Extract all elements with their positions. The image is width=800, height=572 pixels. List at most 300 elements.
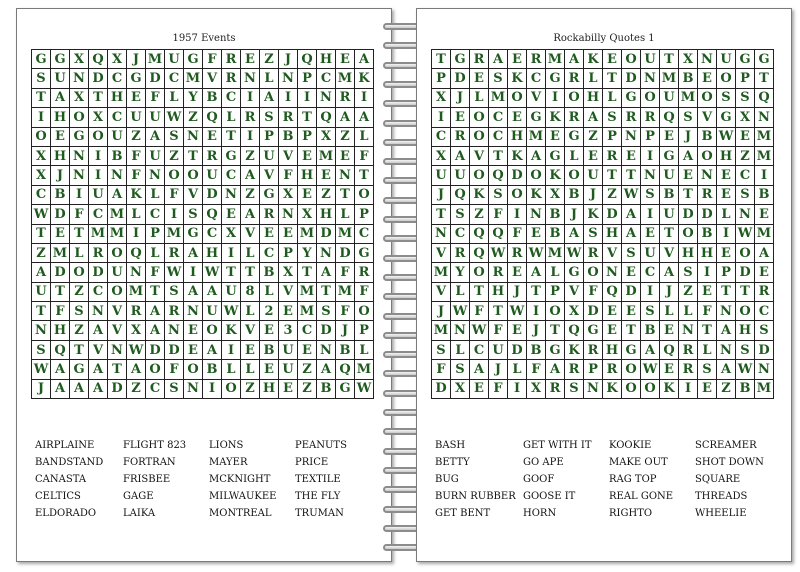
grid-cell: V xyxy=(279,283,298,302)
grid-cell: E xyxy=(127,89,146,108)
word-list-item: BETTY xyxy=(435,457,470,468)
grid-cell: M xyxy=(546,50,565,69)
grid-cell: E xyxy=(184,341,203,360)
grid-cell: E xyxy=(755,205,774,224)
grid-cell: F xyxy=(355,147,374,166)
grid-cell: E xyxy=(717,166,736,185)
grid-cell: C xyxy=(432,128,451,147)
grid-cell: T xyxy=(717,283,736,302)
grid-cell: S xyxy=(603,108,622,127)
grid-cell: M xyxy=(432,321,451,340)
grid-cell: U xyxy=(260,147,279,166)
grid-cell: B xyxy=(660,186,679,205)
word-list-item: TRUMAN xyxy=(295,508,344,519)
grid-cell: E xyxy=(260,360,279,379)
grid-cell: X xyxy=(279,186,298,205)
grid-cell: Z xyxy=(717,380,736,399)
grid-cell: H xyxy=(108,89,127,108)
grid-cell: R xyxy=(584,341,603,360)
grid-cell: B xyxy=(260,341,279,360)
word-list-item: MAKE OUT xyxy=(609,457,668,468)
grid-cell: A xyxy=(755,244,774,263)
grid-cell: I xyxy=(222,244,241,263)
grid-cell: A xyxy=(51,380,70,399)
grid-cell: Q xyxy=(470,225,489,244)
grid-cell: Z xyxy=(584,128,603,147)
grid-cell: G xyxy=(451,50,470,69)
grid-cell: L xyxy=(222,360,241,379)
grid-cell: U xyxy=(641,244,660,263)
grid-cell: B xyxy=(51,186,70,205)
grid-cell: O xyxy=(470,128,489,147)
grid-cell: F xyxy=(336,263,355,282)
grid-cell: E xyxy=(508,108,527,127)
grid-cell: H xyxy=(698,244,717,263)
grid-cell: N xyxy=(736,205,755,224)
grid-cell: V xyxy=(470,147,489,166)
grid-cell: S xyxy=(165,128,184,147)
grid-cell: G xyxy=(184,50,203,69)
grid-cell: N xyxy=(603,263,622,282)
grid-cell: S xyxy=(679,263,698,282)
grid-cell: M xyxy=(51,244,70,263)
grid-cell: C xyxy=(89,205,108,224)
grid-cell: V xyxy=(660,244,679,263)
grid-cell: I xyxy=(184,263,203,282)
word-list-item: THE FLY xyxy=(295,491,341,502)
grid-cell: R xyxy=(679,360,698,379)
grid-cell: C xyxy=(641,263,660,282)
grid-cell: T xyxy=(70,225,89,244)
grid-cell: R xyxy=(527,50,546,69)
grid-cell: N xyxy=(698,50,717,69)
grid-cell: O xyxy=(679,225,698,244)
grid-cell: M xyxy=(127,283,146,302)
grid-cell: P xyxy=(717,263,736,282)
grid-cell: X xyxy=(298,205,317,224)
grid-cell: U xyxy=(660,89,679,108)
grid-cell: Q xyxy=(298,50,317,69)
grid-cell: E xyxy=(51,128,70,147)
grid-cell: N xyxy=(127,263,146,282)
grid-cell: J xyxy=(584,186,603,205)
grid-cell: T xyxy=(241,263,260,282)
word-list-item: MILWAUKEE xyxy=(209,491,277,502)
grid-cell: W xyxy=(32,360,51,379)
grid-cell: C xyxy=(489,108,508,127)
grid-cell: W xyxy=(736,225,755,244)
grid-cell: K xyxy=(527,186,546,205)
word-list-item: SHOT DOWN xyxy=(695,457,764,468)
grid-cell: X xyxy=(127,321,146,340)
grid-cell: D xyxy=(679,205,698,224)
grid-cell: J xyxy=(432,186,451,205)
grid-cell: W xyxy=(222,302,241,321)
grid-cell: K xyxy=(508,69,527,88)
grid-cell: Z xyxy=(165,147,184,166)
grid-cell: P xyxy=(355,205,374,224)
grid-cell: A xyxy=(679,147,698,166)
grid-cell: D xyxy=(603,205,622,224)
grid-cell: O xyxy=(470,108,489,127)
grid-cell: O xyxy=(508,89,527,108)
word-list-item: CELTICS xyxy=(35,491,81,502)
grid-cell: Z xyxy=(70,283,89,302)
grid-cell: N xyxy=(317,89,336,108)
grid-cell: C xyxy=(260,244,279,263)
grid-cell: E xyxy=(298,186,317,205)
grid-cell: M xyxy=(184,69,203,88)
word-list-item: TEXTILE xyxy=(295,474,341,485)
grid-cell: E xyxy=(603,302,622,321)
right-page-title: Rockabilly Quotes 1 xyxy=(553,33,655,44)
grid-cell: D xyxy=(165,341,184,360)
grid-cell: X xyxy=(222,225,241,244)
grid-cell: E xyxy=(451,108,470,127)
grid-cell: M xyxy=(336,69,355,88)
grid-cell: C xyxy=(489,128,508,147)
grid-cell: D xyxy=(51,205,70,224)
grid-cell: O xyxy=(203,321,222,340)
word-list-item: MAYER xyxy=(209,457,248,468)
grid-cell: C xyxy=(146,205,165,224)
grid-cell: G xyxy=(622,341,641,360)
word-list-item: BASH xyxy=(435,440,466,451)
grid-cell: K xyxy=(470,186,489,205)
grid-cell: U xyxy=(165,50,184,69)
grid-cell: S xyxy=(184,205,203,224)
grid-cell: T xyxy=(317,283,336,302)
word-list-item: KOOKIE xyxy=(609,440,652,451)
grid-cell: T xyxy=(603,69,622,88)
grid-cell: L xyxy=(698,341,717,360)
grid-cell: J xyxy=(32,380,51,399)
grid-cell: G xyxy=(355,244,374,263)
grid-cell: L xyxy=(165,89,184,108)
word-list-item: PRICE xyxy=(295,457,329,468)
grid-cell: A xyxy=(184,283,203,302)
grid-cell: T xyxy=(32,89,51,108)
grid-cell: C xyxy=(108,69,127,88)
grid-cell: A xyxy=(127,360,146,379)
grid-cell: I xyxy=(298,89,317,108)
grid-cell: S xyxy=(489,186,508,205)
grid-cell: R xyxy=(489,263,508,282)
grid-cell: A xyxy=(32,263,51,282)
grid-cell: O xyxy=(565,166,584,185)
grid-cell: O xyxy=(622,50,641,69)
grid-cell: B xyxy=(698,128,717,147)
grid-cell: C xyxy=(298,321,317,340)
grid-cell: T xyxy=(298,263,317,282)
grid-cell: N xyxy=(622,128,641,147)
grid-cell: Z xyxy=(736,147,755,166)
grid-cell: L xyxy=(241,360,260,379)
grid-cell: E xyxy=(717,244,736,263)
word-list-item: GET BENT xyxy=(435,508,491,519)
word-list-item: GOOF xyxy=(523,474,555,485)
grid-cell: T xyxy=(622,321,641,340)
grid-cell: X xyxy=(527,380,546,399)
grid-cell: W xyxy=(489,244,508,263)
grid-cell: S xyxy=(641,186,660,205)
grid-cell: Q xyxy=(336,360,355,379)
grid-cell: F xyxy=(527,360,546,379)
grid-cell: Z xyxy=(241,147,260,166)
grid-cell: R xyxy=(565,69,584,88)
word-list-item: FRISBEE xyxy=(123,474,171,485)
grid-cell: A xyxy=(336,108,355,127)
grid-cell: N xyxy=(336,166,355,185)
grid-cell: E xyxy=(184,321,203,340)
grid-cell: U xyxy=(146,108,165,127)
grid-cell: H xyxy=(679,244,698,263)
grid-cell: S xyxy=(584,225,603,244)
word-list-item: AIRPLAINE xyxy=(35,440,95,451)
grid-cell: T xyxy=(222,263,241,282)
word-list-item: GOOSE IT xyxy=(523,491,576,502)
word-list-item: SCREAMER xyxy=(695,440,757,451)
grid-cell: Q xyxy=(317,108,336,127)
grid-cell: N xyxy=(184,128,203,147)
grid-cell: F xyxy=(584,283,603,302)
grid-cell: D xyxy=(203,186,222,205)
grid-cell: K xyxy=(603,380,622,399)
grid-cell: X xyxy=(451,380,470,399)
grid-cell: N xyxy=(432,225,451,244)
grid-cell: Q xyxy=(89,50,108,69)
word-list-item: BUG xyxy=(435,474,459,485)
grid-cell: I xyxy=(641,205,660,224)
grid-cell: R xyxy=(565,360,584,379)
grid-cell: X xyxy=(279,263,298,282)
grid-cell: T xyxy=(546,321,565,340)
grid-cell: N xyxy=(755,360,774,379)
grid-cell: Q xyxy=(755,89,774,108)
grid-cell: D xyxy=(451,69,470,88)
grid-cell: I xyxy=(527,302,546,321)
grid-cell: X xyxy=(70,50,89,69)
grid-cell: F xyxy=(127,166,146,185)
grid-cell: A xyxy=(70,380,89,399)
grid-cell: I xyxy=(222,341,241,360)
grid-cell: O xyxy=(736,302,755,321)
grid-cell: R xyxy=(222,50,241,69)
grid-cell: R xyxy=(451,128,470,147)
grid-cell: H xyxy=(717,147,736,166)
grid-cell: S xyxy=(32,69,51,88)
grid-cell: E xyxy=(279,225,298,244)
grid-cell: B xyxy=(679,69,698,88)
grid-cell: P xyxy=(736,69,755,88)
grid-cell: I xyxy=(241,89,260,108)
grid-cell: O xyxy=(70,108,89,127)
grid-cell: J xyxy=(51,166,70,185)
grid-cell: B xyxy=(279,128,298,147)
word-list-item: FORTRAN xyxy=(123,457,176,468)
grid-cell: Z xyxy=(298,380,317,399)
grid-cell: I xyxy=(89,147,108,166)
grid-cell: U xyxy=(203,166,222,185)
grid-cell: A xyxy=(317,263,336,282)
grid-cell: I xyxy=(641,283,660,302)
grid-cell: R xyxy=(698,186,717,205)
grid-cell: L xyxy=(660,302,679,321)
grid-cell: B xyxy=(527,341,546,360)
grid-cell: M xyxy=(527,128,546,147)
grid-cell: D xyxy=(89,69,108,88)
grid-cell: N xyxy=(32,321,51,340)
grid-cell: L xyxy=(127,205,146,224)
grid-cell: R xyxy=(603,147,622,166)
grid-cell: O xyxy=(622,380,641,399)
grid-cell: U xyxy=(432,166,451,185)
word-list-item: GET WITH IT xyxy=(523,440,592,451)
grid-cell: M xyxy=(146,50,165,69)
grid-cell: P xyxy=(146,225,165,244)
grid-cell: L xyxy=(546,263,565,282)
grid-cell: F xyxy=(165,186,184,205)
grid-cell: H xyxy=(298,166,317,185)
grid-cell: R xyxy=(279,108,298,127)
grid-cell: G xyxy=(222,147,241,166)
grid-cell: C xyxy=(222,89,241,108)
grid-cell: W xyxy=(165,263,184,282)
word-list-item: REAL GONE xyxy=(609,491,674,502)
grid-cell: E xyxy=(660,360,679,379)
grid-cell: U xyxy=(51,69,70,88)
grid-cell: S xyxy=(736,341,755,360)
grid-cell: M xyxy=(298,225,317,244)
grid-cell: A xyxy=(622,205,641,224)
grid-cell: G xyxy=(260,186,279,205)
grid-cell: J xyxy=(508,283,527,302)
grid-cell: A xyxy=(546,360,565,379)
grid-cell: J xyxy=(679,128,698,147)
grid-cell: V xyxy=(698,108,717,127)
grid-cell: S xyxy=(489,69,508,88)
grid-cell: T xyxy=(432,205,451,224)
grid-cell: G xyxy=(336,380,355,399)
grid-cell: D xyxy=(736,263,755,282)
grid-cell: J xyxy=(451,89,470,108)
grid-cell: N xyxy=(279,205,298,224)
grid-cell: A xyxy=(108,186,127,205)
grid-cell: E xyxy=(660,321,679,340)
grid-cell: W xyxy=(451,302,470,321)
grid-cell: L xyxy=(222,108,241,127)
grid-cell: H xyxy=(51,321,70,340)
grid-cell: W xyxy=(508,302,527,321)
grid-cell: D xyxy=(146,341,165,360)
word-list-item: LIONS xyxy=(209,440,244,451)
grid-cell: W xyxy=(32,205,51,224)
grid-cell: G xyxy=(70,360,89,379)
grid-cell: Q xyxy=(203,108,222,127)
grid-cell: T xyxy=(603,166,622,185)
grid-cell: F xyxy=(279,166,298,185)
grid-cell: M xyxy=(298,283,317,302)
grid-cell: H xyxy=(317,205,336,224)
grid-cell: A xyxy=(260,89,279,108)
grid-cell: I xyxy=(203,380,222,399)
grid-cell: R xyxy=(165,302,184,321)
grid-cell: E xyxy=(317,166,336,185)
grid-cell: A xyxy=(355,108,374,127)
grid-cell: R xyxy=(336,89,355,108)
word-list-item: WHEELIE xyxy=(695,508,747,519)
grid-cell: U xyxy=(279,341,298,360)
grid-cell: O xyxy=(698,89,717,108)
grid-cell: C xyxy=(470,341,489,360)
grid-cell: S xyxy=(165,283,184,302)
grid-cell: G xyxy=(717,108,736,127)
grid-cell: J xyxy=(527,321,546,340)
grid-cell: W xyxy=(203,263,222,282)
grid-cell: 8 xyxy=(241,283,260,302)
grid-cell: R xyxy=(641,108,660,127)
grid-cell: D xyxy=(432,380,451,399)
grid-cell: Z xyxy=(184,108,203,127)
grid-cell: L xyxy=(70,244,89,263)
grid-cell: N xyxy=(317,244,336,263)
grid-cell: G xyxy=(565,128,584,147)
grid-cell: O xyxy=(546,302,565,321)
grid-cell: I xyxy=(165,205,184,224)
grid-cell: P xyxy=(584,360,603,379)
grid-cell: F xyxy=(51,302,70,321)
grid-cell: 2 xyxy=(260,302,279,321)
grid-cell: U xyxy=(108,128,127,147)
grid-cell: Z xyxy=(241,380,260,399)
grid-cell: O xyxy=(184,166,203,185)
grid-cell: A xyxy=(527,263,546,282)
word-list-item: GO APE xyxy=(523,457,564,468)
grid-cell: O xyxy=(108,244,127,263)
grid-cell: B xyxy=(565,186,584,205)
grid-cell: P xyxy=(298,69,317,88)
grid-cell: D xyxy=(698,205,717,224)
grid-cell: J xyxy=(279,50,298,69)
grid-cell: T xyxy=(70,341,89,360)
grid-cell: M xyxy=(432,263,451,282)
grid-cell: B xyxy=(203,89,222,108)
grid-cell: T xyxy=(470,283,489,302)
grid-cell: K xyxy=(355,69,374,88)
grid-cell: F xyxy=(489,205,508,224)
grid-cell: O xyxy=(165,166,184,185)
grid-cell: N xyxy=(241,69,260,88)
grid-cell: U xyxy=(146,147,165,166)
word-list-item: BANDSTAND xyxy=(35,457,104,468)
grid-cell: P xyxy=(641,128,660,147)
grid-cell: O xyxy=(222,380,241,399)
grid-cell: R xyxy=(127,302,146,321)
grid-cell: R xyxy=(260,205,279,224)
grid-cell: X xyxy=(70,89,89,108)
grid-cell: T xyxy=(660,50,679,69)
grid-cell: S xyxy=(451,360,470,379)
left-word-list xyxy=(35,439,385,521)
grid-cell: V xyxy=(241,225,260,244)
grid-cell: D xyxy=(146,69,165,88)
grid-cell: X xyxy=(546,186,565,205)
grid-cell: R xyxy=(603,360,622,379)
grid-cell: E xyxy=(698,283,717,302)
grid-cell: X xyxy=(32,166,51,185)
grid-cell: Q xyxy=(565,321,584,340)
grid-cell: K xyxy=(222,321,241,340)
